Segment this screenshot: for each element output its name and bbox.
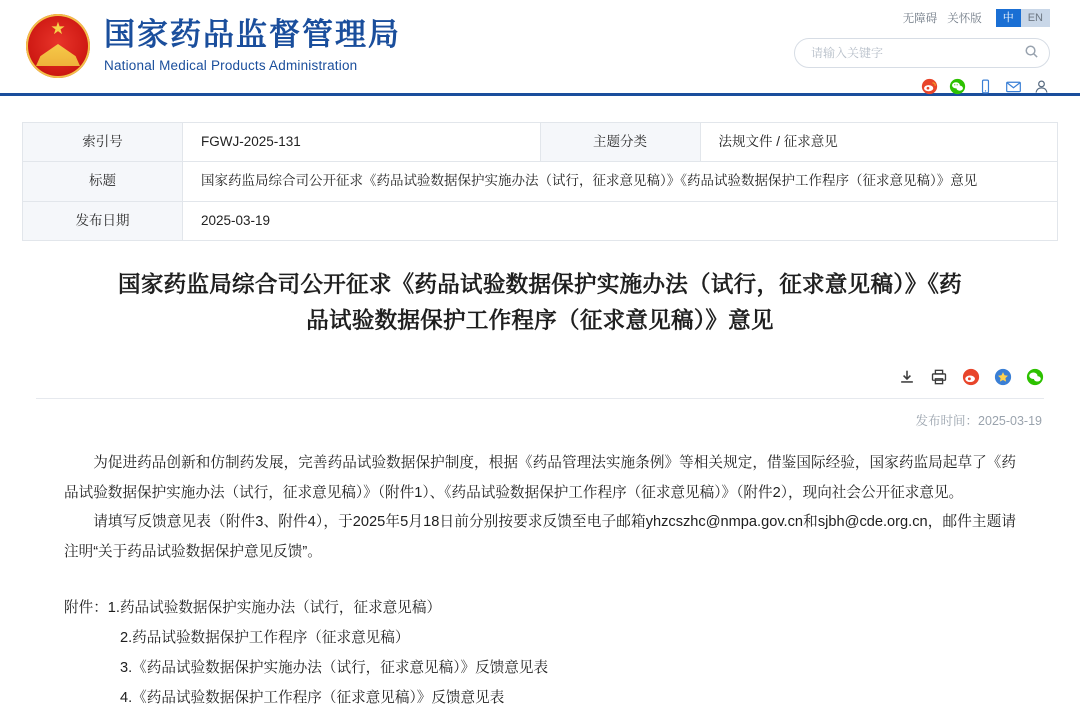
content-divider — [36, 398, 1044, 399]
paragraph: 为促进药品创新和仿制药发展，完善药品试验数据保护制度，根据《药品管理法实施条例》等相关规定，借鉴国际经验，国家药监局起草了《药品试验数据保护实施办法（试行，征求意见稿）》（附件1）、《药品试验数据保护工作程序（征求意见稿）》（附件2），现向社会公开征求意见。 — [64, 454, 1016, 501]
language-cn[interactable]: 中 — [996, 9, 1021, 27]
download-icon[interactable] — [898, 368, 916, 386]
publish-time — [22, 411, 1058, 429]
publish-date-value: 2025-03-19 — [183, 201, 1058, 240]
search-bar[interactable] — [794, 38, 1050, 68]
title-label: 标题 — [23, 162, 183, 201]
brand-text — [104, 19, 401, 73]
document-info-table — [22, 122, 1058, 241]
page-title: 国家药监局综合司公开征求《药品试验数据保护实施办法（试行，征求意见稿）》《药品试验数据保护工作程序（征求意见稿）》意见 — [118, 271, 962, 334]
care-version-link[interactable]: 关怀版 — [947, 13, 982, 25]
category-value: 法规文件 / 征求意见 — [700, 123, 1058, 162]
org-name-cn: 国家药品监督管理局 — [104, 17, 401, 53]
national-emblem-icon — [26, 14, 90, 78]
org-name-en: National Medical Products Administration — [104, 57, 358, 73]
table-row — [23, 201, 1058, 240]
attachment-row — [64, 684, 1016, 714]
attachment-row — [64, 594, 1016, 624]
table-row — [23, 162, 1058, 201]
attachments-label: 附件： — [64, 600, 108, 617]
main-content — [0, 122, 1080, 714]
print-icon[interactable] — [930, 368, 948, 386]
user-icon[interactable] — [1033, 78, 1050, 95]
category-label: 主题分类 — [540, 123, 700, 162]
article-toolbar — [22, 366, 1058, 388]
index-number-value: FGWJ-2025-131 — [183, 123, 541, 162]
attachment-item[interactable]: 1.药品试验数据保护实施办法（试行，征求意见稿） — [107, 600, 442, 617]
weibo-share-icon[interactable] — [962, 368, 980, 386]
attachment-list — [64, 594, 1016, 714]
attachment-row — [64, 624, 1016, 654]
attachment-row — [64, 654, 1016, 684]
header-right — [794, 0, 1080, 95]
search-input[interactable] — [809, 45, 1024, 61]
publish-time-value: 2025-03-19 — [978, 413, 1042, 428]
title-value: 国家药监局综合司公开征求《药品试验数据保护实施办法（试行，征求意见稿）》《药品试验数据保护工作程序（征求意见稿）》意见 — [183, 162, 1058, 201]
wechat-icon[interactable] — [949, 78, 966, 95]
weibo-icon[interactable] — [921, 78, 938, 95]
index-number-label: 索引号 — [23, 123, 183, 162]
favorite-icon[interactable] — [994, 368, 1012, 386]
search-icon[interactable] — [1024, 44, 1039, 62]
mobile-icon[interactable] — [977, 78, 994, 95]
mail-icon[interactable] — [1005, 78, 1022, 95]
accessibility-link[interactable]: 无障碍 — [902, 13, 938, 25]
social-icons — [794, 77, 1050, 95]
paragraph: 请填写反馈意见表（附件3、附件4），于2025年5月18日前分别按要求反馈至电子邮箱yhzcszhc@nmpa.gov.cn和sjbh@cde.org.cn，邮件主题请注明“关于药品试验数据保护意见反馈”。 — [64, 514, 1016, 561]
site-header — [0, 0, 1080, 96]
top-links — [794, 8, 1050, 28]
language-switch[interactable] — [996, 9, 1050, 27]
attachment-item[interactable]: 4.《药品试验数据保护工作程序（征求意见稿）》反馈意见表 — [120, 689, 505, 706]
publish-date-label: 发布日期 — [23, 201, 183, 240]
attachment-item[interactable]: 3.《药品试验数据保护实施办法（试行，征求意见稿）》反馈意见表 — [120, 660, 549, 677]
article-body — [64, 449, 1016, 569]
attachment-item[interactable]: 2.药品试验数据保护工作程序（征求意见稿） — [120, 630, 410, 647]
table-row — [23, 123, 1058, 162]
wechat-share-icon[interactable] — [1026, 368, 1044, 386]
publish-time-label: 发布时间： — [915, 413, 979, 428]
site-brand[interactable] — [0, 0, 401, 78]
language-en[interactable]: EN — [1021, 9, 1050, 27]
